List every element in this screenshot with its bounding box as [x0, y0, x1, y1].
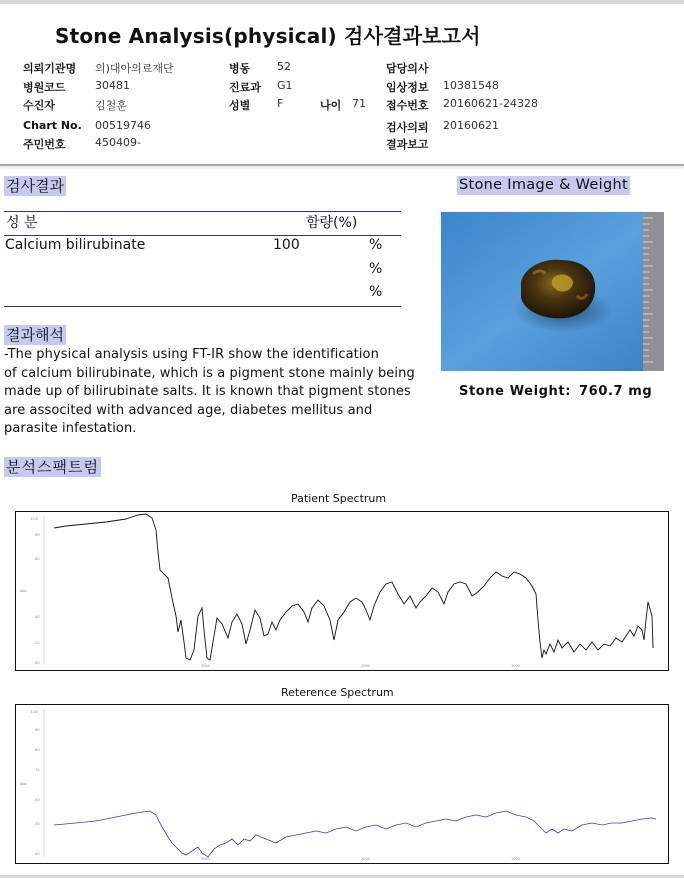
chart-no-value: 00519746: [95, 119, 151, 132]
top-border: [0, 0, 684, 4]
result-row-value: 100: [273, 237, 300, 253]
result-row-unit: %: [369, 284, 383, 300]
stone-photo-graphic: [441, 212, 664, 371]
results-section-title: 검사결과: [6, 177, 64, 195]
stone-weight: [459, 384, 652, 399]
result-row-unit: %: [369, 261, 383, 277]
doctor-label: 담당의사: [386, 62, 429, 75]
institution-label: 의뢰기관명: [23, 62, 77, 75]
department-value: G1: [277, 79, 293, 92]
sex-label: 성별: [229, 99, 251, 112]
svg-text:.80: .80: [34, 748, 40, 752]
svg-text:.30: .30: [34, 822, 40, 826]
interpretation-line: of calcium bilirubinate, which is a pigment stone mainly being: [4, 365, 415, 381]
patient-label: 수진자: [23, 99, 55, 112]
age-label: 나이: [320, 99, 342, 112]
interpretation-line: are associted with advanced age, diabetes mellitus and: [4, 402, 373, 418]
interpretation-line: made up of bilirubinate salts. It is known that pigment stones: [4, 384, 411, 400]
svg-text:.50: .50: [34, 798, 40, 802]
patient-spectrum-chart: [15, 511, 669, 671]
stone-section-title: Stone Image & Weight: [459, 177, 628, 193]
svg-text:1.00: 1.00: [30, 517, 38, 521]
interpretation-section-title: 결과해석: [6, 326, 64, 344]
stone-photo: [441, 212, 664, 371]
request-date-label: 검사의뢰: [386, 121, 429, 134]
ward-label: 병동: [229, 62, 251, 75]
results-table-header-rule: [4, 235, 401, 236]
patient-spectrum-graphic: [16, 512, 668, 670]
receipt-no-value: 20160621-24328: [443, 97, 538, 110]
reference-spectrum-graphic: [16, 705, 668, 863]
patient-value: 김철훈: [95, 99, 127, 112]
svg-text:.80: .80: [34, 557, 40, 561]
svg-text:2000: 2000: [361, 664, 370, 668]
reference-spectrum-chart: [15, 704, 669, 864]
svg-text:1000: 1000: [511, 857, 520, 861]
svg-text:.00: .00: [34, 661, 40, 665]
spectrum-section-title: 분석스팩트럼: [6, 458, 99, 476]
result-row-unit: %: [369, 237, 383, 253]
svg-text:.90: .90: [34, 533, 40, 537]
svg-text:Abs: Abs: [20, 782, 27, 786]
request-date-value: 20160621: [443, 119, 499, 132]
svg-text:3000: 3000: [201, 664, 210, 668]
resident-no-label: 주민번호: [23, 138, 66, 151]
clinical-info-value: 10381548: [443, 79, 499, 92]
chart-no-label: Chart No.: [23, 119, 82, 132]
svg-text:.90: .90: [34, 728, 40, 732]
svg-text:2000: 2000: [361, 857, 370, 861]
results-table-bottom-rule: [4, 306, 401, 307]
svg-text:.70: .70: [34, 768, 40, 772]
results-col-component: 성 분: [6, 215, 38, 231]
svg-text:.40: .40: [34, 615, 40, 619]
header-divider: [0, 164, 684, 166]
svg-text:1.00: 1.00: [30, 710, 38, 714]
result-row-component: Calcium bilirubinate: [5, 237, 146, 253]
stone-weight-value: 760.7 mg: [579, 384, 653, 399]
resident-no-value: 450409-: [95, 136, 141, 149]
svg-text:1000: 1000: [511, 664, 520, 668]
svg-text:.20: .20: [34, 641, 40, 645]
department-label: 진료과: [229, 81, 261, 94]
clinical-info-label: 임상정보: [386, 81, 429, 94]
age-value: 71: [352, 97, 366, 110]
ward-value: 52: [277, 60, 291, 73]
report-title: Stone Analysis(physical) 검사결과보고서: [55, 24, 481, 48]
receipt-no-label: 접수번호: [386, 99, 429, 112]
stone-weight-label: Stone Weight:: [459, 384, 572, 399]
svg-text:Abs: Abs: [20, 589, 27, 593]
svg-text:3000: 3000: [201, 857, 210, 861]
patient-spectrum-title: Patient Spectrum: [291, 492, 387, 505]
interpretation-line: -The physical analysis using FT-IR show the identification: [4, 347, 379, 362]
report-date-label: 결과보고: [386, 138, 429, 151]
reference-spectrum-title: Reterence Spectrum: [281, 686, 394, 699]
results-col-content: 함량(%): [306, 215, 358, 231]
svg-text:.00: .00: [34, 852, 40, 856]
institution-value: 의)대아의료재단: [95, 62, 174, 75]
interpretation-text: [4, 346, 424, 439]
hospital-code-value: 30481: [95, 79, 130, 92]
sex-value: F: [277, 97, 284, 110]
hospital-code-label: 병원코드: [23, 81, 66, 94]
interpretation-line: parasite infestation.: [4, 421, 137, 437]
